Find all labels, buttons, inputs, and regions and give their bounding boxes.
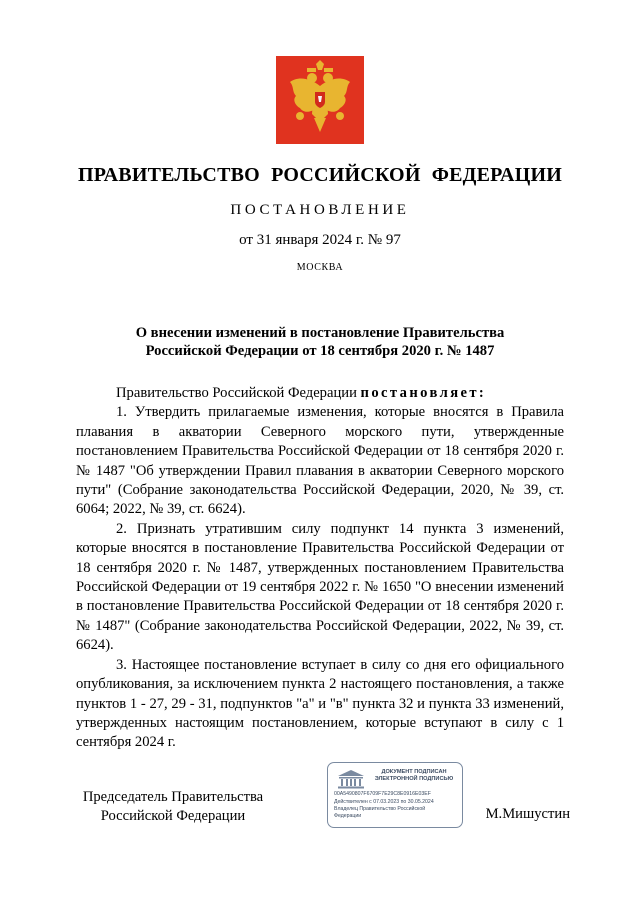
stamp-validity: Действителен с 07.03.2023 по 30.05.2024 xyxy=(334,799,434,805)
document-body xyxy=(76,384,564,753)
intro-text: Правительство Российской Федерации xyxy=(116,385,361,401)
signer-title-line-1: Председатель Правительства xyxy=(82,789,264,805)
stamp-certificate: 00A5490807F6709F7E29C8E0916E03EF xyxy=(334,791,431,797)
intro-paragraph xyxy=(76,384,564,403)
stamp-heading-line-2: ЭЛЕКТРОННОЙ ПОДПИСЬЮ xyxy=(374,776,454,782)
stamp-owner-line-1: Владелец Правительство Российской xyxy=(334,806,426,812)
stamp-heading xyxy=(368,769,460,783)
government-building-icon xyxy=(336,769,366,789)
signer-name: М.Мишустин xyxy=(485,806,570,822)
electronic-signature-stamp xyxy=(327,762,463,828)
document-type: ПОСТАНОВЛЕНИЕ xyxy=(230,202,410,218)
paragraph-2: 2. Признать утратившим силу подпункт 14 пункта 3 изменений, которые вносятся в постановление Правительства Российской Федерации от 18 сентября 2020 г. № 1487, утвержденных постановлением Правительства Российской Федерации от 19 сентября 2022 г. № 1650 "О внесении изменений в постановление Правительства Российской Федерации от 18 сентября 2020 г. № 1487" (Собрание законодательства Российской Федерации, 2022, № 39, ст. 6624). xyxy=(76,520,564,654)
subject-line-2: Российской Федерации от 18 сентября 2020 г. № 1487 xyxy=(145,343,495,359)
document-city: МОСКВА xyxy=(296,262,344,273)
document-subject xyxy=(80,324,560,360)
paragraph-3: 3. Настоящее постановление вступает в силу со дня его официального опубликования, за исключением пункта 2 настоящего постановления, а также пунктов 1 - 27, 29 - 31, подпунктов "а" и "в" пункта 32 и пункта 33 изменений, утвержденных настоящим постановлением, которые вступают в силу с 1 сентября 2024 г. xyxy=(76,656,564,751)
intro-keyword: постановляет: xyxy=(360,385,487,401)
document-date-number: от 31 января 2024 г. № 97 xyxy=(239,232,401,248)
stamp-heading-line-1: ДОКУМЕНТ ПОДПИСАН xyxy=(381,769,447,775)
subject-line-1: О внесении изменений в постановление Правительства xyxy=(135,325,505,341)
signer-title xyxy=(78,788,268,826)
coat-of-arms-icon xyxy=(276,56,364,144)
government-title: ПРАВИТЕЛЬСТВО РОССИЙСКОЙ ФЕДЕРАЦИИ xyxy=(78,164,562,186)
paragraph-1: 1. Утвердить прилагаемые изменения, которые вносятся в Правила плавания в акватории Северного морского пути, утвержденные постановлением Правительства Российской Федерации от 18 сентября 2020 г. № 1487 "Об утверждении Правил плавания в акватории Северного морского пути" (Собрание законодательства Российской Федерации, 2020, № 39, ст. 6064; 2022, № 39, ст. 6624). xyxy=(76,404,564,518)
signer-title-line-2: Российской Федерации xyxy=(100,808,246,824)
stamp-owner-line-2: Федерации xyxy=(334,813,362,819)
